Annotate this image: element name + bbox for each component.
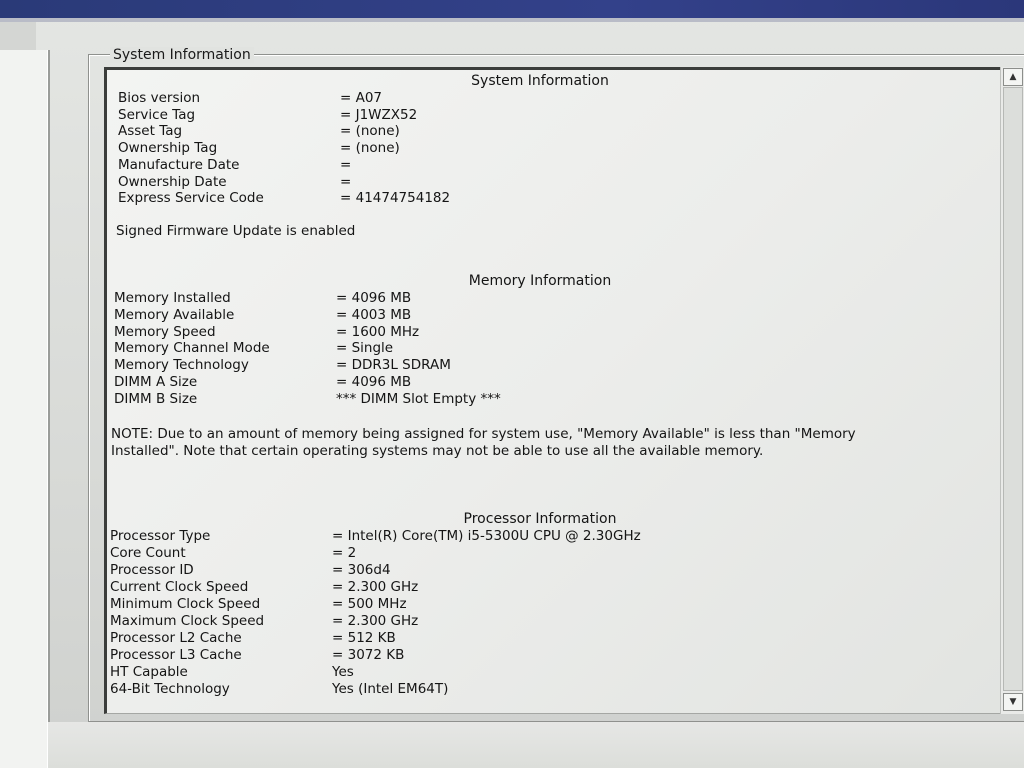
section-title-processor: Processor Information bbox=[463, 511, 617, 527]
system-row-label: Manufacture Date bbox=[118, 156, 240, 173]
settings-tree-panel[interactable] bbox=[0, 50, 50, 768]
system-row-value: = A07 bbox=[340, 90, 383, 106]
processor-row-label: Core Count bbox=[110, 545, 186, 561]
processor-row-value: = 2.300 GHz bbox=[332, 613, 419, 629]
firmware-note bbox=[116, 223, 355, 240]
memory-note: NOTE: Due to an amount of memory being assigned for system use, "Memory Available" is less than "Memory Installed". Note that certain operating systems may not be able to use all the available memory. bbox=[111, 426, 856, 459]
memory-row-label: Memory Speed bbox=[114, 323, 216, 340]
memory-row-value: = DDR3L SDRAM bbox=[336, 357, 451, 374]
bottom-button-area bbox=[48, 722, 1024, 768]
memory-row-label: Memory Channel Mode bbox=[114, 340, 270, 357]
firmware-note-text: Signed Firmware Update is enabled bbox=[116, 223, 356, 239]
processor-row-label: 64-Bit Technology bbox=[110, 681, 230, 697]
memory-row-value: = 1600 MHz bbox=[336, 323, 420, 340]
left-panel-header bbox=[0, 22, 36, 50]
system-row-value: = bbox=[340, 173, 352, 190]
processor-row-label: Processor L3 Cache bbox=[110, 647, 242, 663]
processor-row-value: = 512 KB bbox=[332, 630, 396, 646]
processor-row-value: Yes bbox=[332, 664, 354, 680]
processor-row-value: = 3072 KB bbox=[332, 647, 405, 663]
processor-row-label: Processor Type bbox=[110, 528, 211, 544]
processor-row-value: = 2 bbox=[332, 545, 357, 561]
processor-row-label: HT Capable bbox=[110, 664, 188, 680]
memory-row-label: Memory Installed bbox=[114, 290, 231, 306]
memory-row-label: Memory Technology bbox=[114, 357, 249, 374]
memory-row-value: *** DIMM Slot Empty *** bbox=[336, 390, 501, 407]
vertical-scrollbar[interactable] bbox=[1000, 67, 1024, 714]
memory-row-label: DIMM B Size bbox=[114, 390, 198, 407]
arrow-down-icon[interactable]: ▼ bbox=[1003, 693, 1023, 711]
processor-row-value: = 2.300 GHz bbox=[332, 579, 419, 595]
processor-row-label: Processor L2 Cache bbox=[110, 630, 242, 646]
processor-row-value: = 500 MHz bbox=[332, 596, 407, 612]
processor-row-label: Current Clock Speed bbox=[110, 579, 249, 595]
processor-row-value: = Intel(R) Core(TM) i5-5300U CPU @ 2.30GHz bbox=[332, 528, 641, 544]
system-row-label: Bios version bbox=[118, 90, 201, 106]
memory-row-value: = 4003 MB bbox=[336, 306, 412, 323]
memory-row-value: = 4096 MB bbox=[336, 374, 412, 390]
system-row-value: = J1WZX52 bbox=[340, 106, 418, 123]
system-row-label: Service Tag bbox=[118, 106, 196, 123]
processor-row-label: Processor ID bbox=[110, 562, 194, 578]
processor-row-value: = 306d4 bbox=[332, 562, 391, 578]
system-row-value: = (none) bbox=[340, 140, 400, 157]
system-row-value: = bbox=[340, 156, 352, 173]
info-text bbox=[107, 70, 1003, 713]
section-title-memory: Memory Information bbox=[468, 273, 612, 289]
system-row-label: Ownership Date bbox=[118, 173, 227, 190]
processor-row-label: Maximum Clock Speed bbox=[110, 613, 265, 629]
system-row-value: = 41474754182 bbox=[340, 190, 451, 207]
info-text-frame[interactable] bbox=[104, 67, 1004, 714]
group-legend: System Information bbox=[110, 47, 254, 63]
scrollbar-thumb[interactable] bbox=[1003, 87, 1023, 691]
section-title-system: System Information bbox=[471, 73, 609, 89]
title-bar bbox=[0, 0, 1024, 18]
title-bar-shadow bbox=[0, 18, 1024, 22]
system-row-label: Asset Tag bbox=[118, 123, 183, 140]
system-row-value: = (none) bbox=[340, 123, 400, 140]
processor-row-label: Minimum Clock Speed bbox=[110, 596, 261, 612]
arrow-up-icon[interactable]: ▲ bbox=[1003, 68, 1023, 86]
memory-row-label: Memory Available bbox=[114, 306, 235, 323]
memory-row-label: DIMM A Size bbox=[114, 374, 198, 390]
memory-row-value: = Single bbox=[336, 340, 394, 357]
memory-row-value: = 4096 MB bbox=[336, 290, 412, 306]
processor-row-value: Yes (Intel EM64T) bbox=[332, 681, 449, 697]
system-row-label: Ownership Tag bbox=[118, 140, 218, 157]
system-row-label: Express Service Code bbox=[118, 190, 264, 207]
